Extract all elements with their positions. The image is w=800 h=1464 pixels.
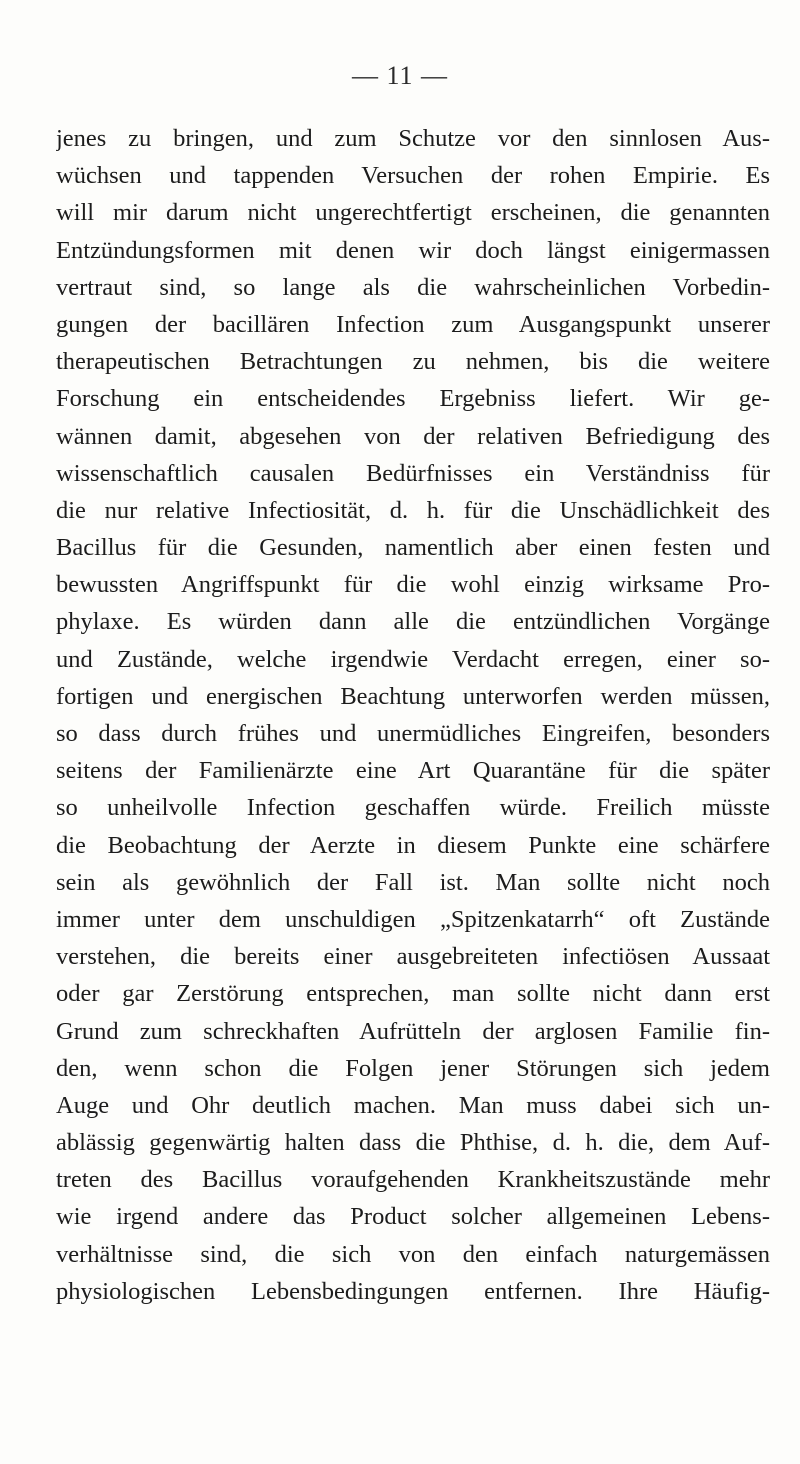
text-line: wännen damit, abgesehen von der relativen Befriedigung des (56, 422, 770, 450)
text-line: Bacillus für die Gesunden, namentlich aber einen festen und (56, 534, 770, 562)
text-line: seitens der Familienärzte eine Art Quarantäne für die später (56, 757, 770, 785)
text-line: gungen der bacillären Infection zum Ausgangspunkt unserer (56, 310, 770, 338)
text-line: Auge und Ohr deutlich machen. Man muss dabei sich un- (56, 1091, 770, 1119)
text-line: vertraut sind, so lange als die wahrscheinlichen Vorbedin- (56, 273, 770, 301)
text-line: Grund zum schreckhaften Aufrütteln der arglosen Familie fin- (56, 1017, 770, 1045)
text-line: will mir darum nicht ungerechtfertigt erscheinen, die genannten (56, 199, 770, 227)
text-line: sein als gewöhnlich der Fall ist. Man sollte nicht noch (56, 868, 770, 896)
text-line: fortigen und energischen Beachtung unterworfen werden müssen, (56, 682, 770, 710)
text-line: bewussten Angriffspunkt für die wohl einzig wirksame Pro- (56, 571, 770, 599)
text-line: und Zustände, welche irgendwie Verdacht erregen, einer so- (56, 645, 770, 673)
body-text (56, 120, 770, 1310)
text-line: so unheilvolle Infection geschaffen würde. Freilich müsste (56, 794, 770, 822)
page-number: — 11 — (351, 61, 449, 90)
text-line: ablässig gegenwärtig halten dass die Phthise, d. h. die, dem Auf- (56, 1129, 770, 1157)
text-line: die nur relative Infectiosität, d. h. für die Unschädlichkeit des (56, 496, 770, 524)
text-line: verstehen, die bereits einer ausgebreiteten infectiösen Aussaat (56, 943, 770, 971)
text-line: so dass durch frühes und unermüdliches Eingreifen, besonders (56, 720, 770, 747)
text-line: wie irgend andere das Product solcher allgemeinen Lebens- (56, 1203, 770, 1231)
text-line: phylaxe. Es würden dann alle die entzündlichen Vorgänge (56, 608, 770, 636)
text-line: wüchsen und tappenden Versuchen der rohen Empirie. Es (56, 162, 770, 190)
text-line: oder gar Zerstörung entsprechen, man sollte nicht dann erst (56, 980, 770, 1008)
text-line: wissenschaftlich causalen Bedürfnisses ein Verständniss für (56, 459, 770, 487)
text-line: verhältnisse sind, die sich von den einfach naturgemässen (56, 1240, 770, 1268)
text-line: die Beobachtung der Aerzte in diesem Punkte eine schärfere (56, 831, 770, 859)
text-line: treten des Bacillus voraufgehenden Krankheitszustände mehr (56, 1166, 770, 1194)
text-line: immer unter dem unschuldigen „Spitzenkatarrh“ oft Zustände (56, 905, 770, 933)
text-line: Forschung ein entscheidendes Ergebniss liefert. Wir ge- (56, 385, 770, 413)
text-line: jenes zu bringen, und zum Schutze vor den sinnlosen Aus- (56, 125, 770, 152)
text-line: physiologischen Lebensbedingungen entfernen. Ihre Häufig- (56, 1277, 770, 1305)
text-line: therapeutischen Betrachtungen zu nehmen, bis die weitere (56, 348, 770, 376)
text-line: den, wenn schon die Folgen jener Störungen sich jedem (56, 1054, 770, 1082)
text-line: Entzündungsformen mit denen wir doch längst einigermassen (56, 236, 770, 264)
